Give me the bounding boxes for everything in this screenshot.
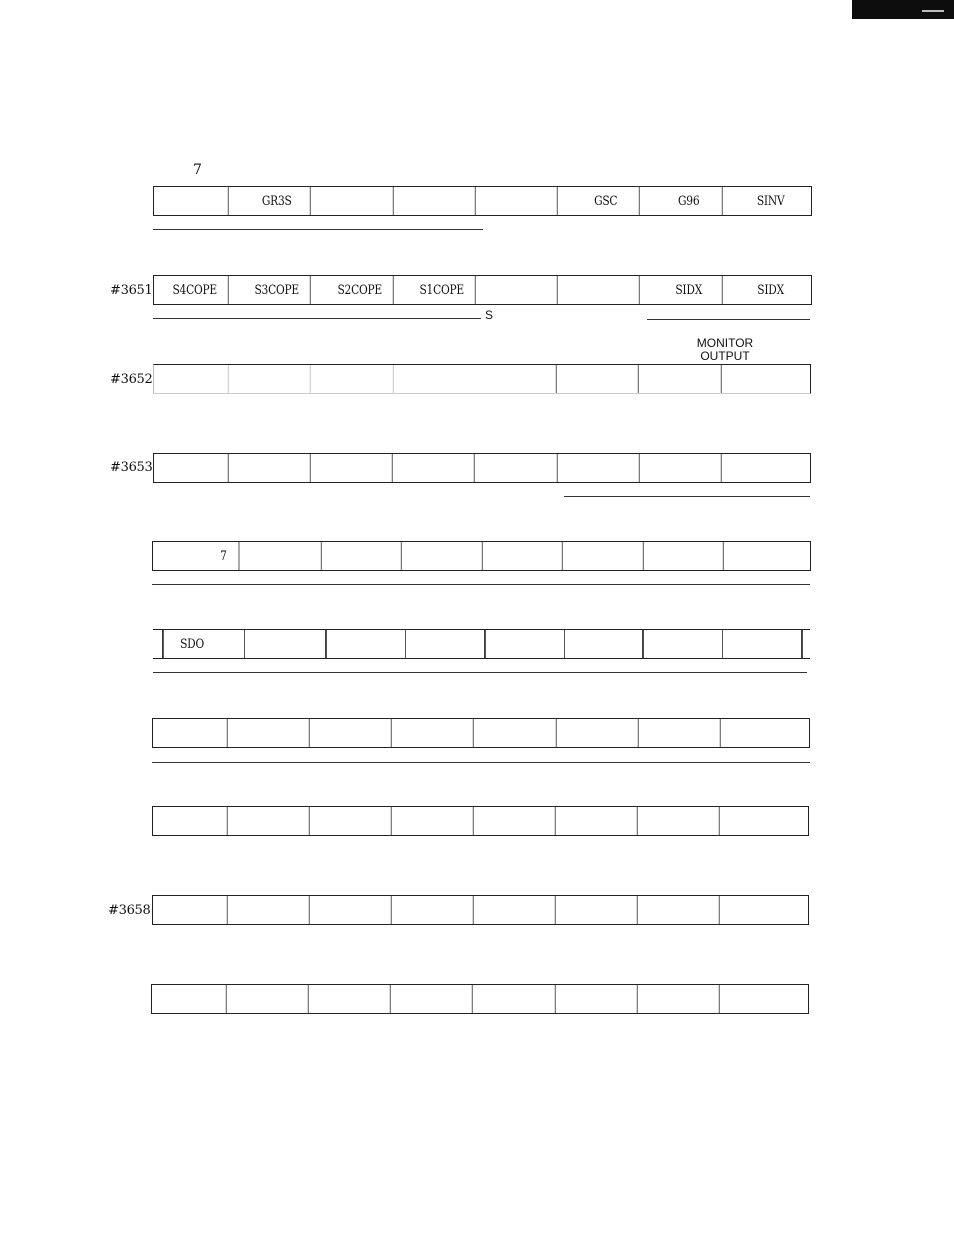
register-0-bit-4: [408, 187, 475, 215]
register-6-bit-1: [653, 719, 720, 747]
register-9-bit-3: [488, 985, 555, 1013]
register-5-bit-0: [737, 630, 802, 658]
register-1-bit-0: SIDX: [757, 282, 784, 298]
register-1-label: #3651: [110, 283, 153, 298]
register-6-bit-5: [325, 719, 392, 747]
register-2-bit-1: [654, 365, 721, 393]
register-7-bit-7: [160, 807, 227, 835]
register-9-bit-1: [652, 985, 719, 1013]
register-3-bit-4: [408, 454, 475, 482]
register-8-bit-7: [160, 896, 227, 924]
corner-tab: [852, 0, 954, 19]
register-2-bit-6: [244, 365, 311, 393]
register-4-bit-5: [335, 542, 401, 570]
register-6-bit-2: [571, 719, 638, 747]
register-2-bit-3: [489, 365, 556, 393]
register-2-label: #3652: [110, 372, 153, 387]
register-5-underline: [153, 672, 807, 673]
register-5-bit-5: [341, 630, 406, 658]
register-8-bit-1: [652, 896, 719, 924]
s-note: S: [485, 308, 494, 322]
register-1-bit-7: S4COPE: [161, 276, 228, 304]
register-3-bit-1: [654, 454, 721, 482]
register-9-bit-7: [159, 985, 226, 1013]
register-2-bit-2: [572, 365, 639, 393]
register-row-0: [153, 186, 812, 216]
register-6-bit-0: [735, 719, 802, 747]
register-5-bit-1: [658, 630, 723, 658]
register-7-bit-4: [406, 807, 473, 835]
register-8-bit-6: [242, 896, 309, 924]
register-7-bit-3: [488, 807, 555, 835]
register-0-bit-5: [326, 187, 393, 215]
register-8-bit-4: [406, 896, 473, 924]
register-0-bit-0: SINV: [756, 193, 785, 209]
register-row-4: [152, 541, 811, 571]
register-0-bit-7: [161, 187, 228, 215]
register-1-bit-3: [490, 276, 557, 304]
register-2-bit-7: [161, 365, 228, 393]
register-row-1: [153, 275, 812, 305]
register-6-bit-3: [489, 719, 556, 747]
register-3-bit-6: [244, 454, 311, 482]
register-3-bit-7: [161, 454, 228, 482]
register-0-bit-1: G96: [655, 187, 722, 215]
register-1-underline-left: [153, 318, 481, 319]
register-5-bit-4: [420, 630, 485, 658]
register-8-bit-5: [324, 896, 391, 924]
register-4-bit-0: [738, 542, 803, 570]
register-row-5: [153, 629, 810, 659]
register-row-7: [152, 806, 809, 836]
register-5-bit-3: [500, 630, 565, 658]
register-7-bit-0: [734, 807, 800, 835]
register-0-underline: [153, 229, 483, 230]
register-6-bit-6: [243, 719, 310, 747]
register-0-bit-3: [490, 187, 557, 215]
register-2-bit-0: [736, 365, 803, 393]
register-4-bit-2: [577, 542, 643, 570]
register-4-bit-6: [255, 542, 321, 570]
register-3-underline: [564, 496, 810, 497]
register-1-bit-2: [573, 276, 640, 304]
register-8-bit-2: [570, 896, 637, 924]
monitor-output-note: [690, 337, 760, 363]
register-0-bit-2: GSC: [573, 187, 640, 215]
register-4-bit-4: [416, 542, 482, 570]
register-7-bit-6: [242, 807, 309, 835]
register-9-bit-4: [406, 985, 473, 1013]
register-7-bit-5: [324, 807, 391, 835]
register-6-bit-4: [407, 719, 474, 747]
register-7-bit-2: [570, 807, 637, 835]
register-4-bit-3: [496, 542, 562, 570]
register-4-bit-7: 7: [162, 542, 239, 570]
bit-marker-top: 7: [193, 162, 202, 178]
register-4-underline: [152, 584, 810, 585]
corner-tab-mark: [922, 10, 944, 12]
register-3-bit-5: [326, 454, 393, 482]
register-9-bit-2: [570, 985, 637, 1013]
register-9-bit-6: [242, 985, 309, 1013]
register-9-bit-5: [324, 985, 391, 1013]
register-5-bit-6: [261, 630, 326, 658]
register-row-2: [153, 364, 811, 394]
register-8-label: #3658: [108, 903, 151, 918]
register-5-bit-2: [579, 630, 644, 658]
register-3-bit-0: [736, 454, 803, 482]
register-row-9: [151, 984, 809, 1014]
register-7-bit-1: [652, 807, 719, 835]
register-5-bit-7: SDO: [162, 630, 245, 658]
register-row-6: [152, 718, 810, 748]
monitor-line1: MONITOR: [696, 336, 754, 350]
register-1-bit-4: S1COPE: [408, 276, 475, 304]
register-2-bit-5: [326, 365, 393, 393]
register-3-bit-3: [490, 454, 557, 482]
register-6-underline: [152, 762, 810, 763]
register-8-bit-0: [734, 896, 800, 924]
register-3-bit-2: [572, 454, 639, 482]
register-8-bit-3: [488, 896, 555, 924]
register-4-bit-1: [657, 542, 723, 570]
monitor-line2: OUTPUT: [700, 349, 750, 363]
register-3-label: #3653: [110, 460, 153, 475]
register-row-3: [153, 453, 811, 483]
register-row-8: [152, 895, 809, 925]
register-1-bit-6: S3COPE: [244, 276, 311, 304]
register-0-bit-6: GR3S: [244, 187, 311, 215]
register-9-bit-0: [734, 985, 801, 1013]
register-6-bit-7: [160, 719, 227, 747]
register-2-bit-4: [408, 365, 475, 393]
register-1-bit-5: S2COPE: [326, 276, 393, 304]
register-1-underline-right: [647, 319, 810, 320]
register-1-bit-1: SIDX: [655, 276, 722, 304]
